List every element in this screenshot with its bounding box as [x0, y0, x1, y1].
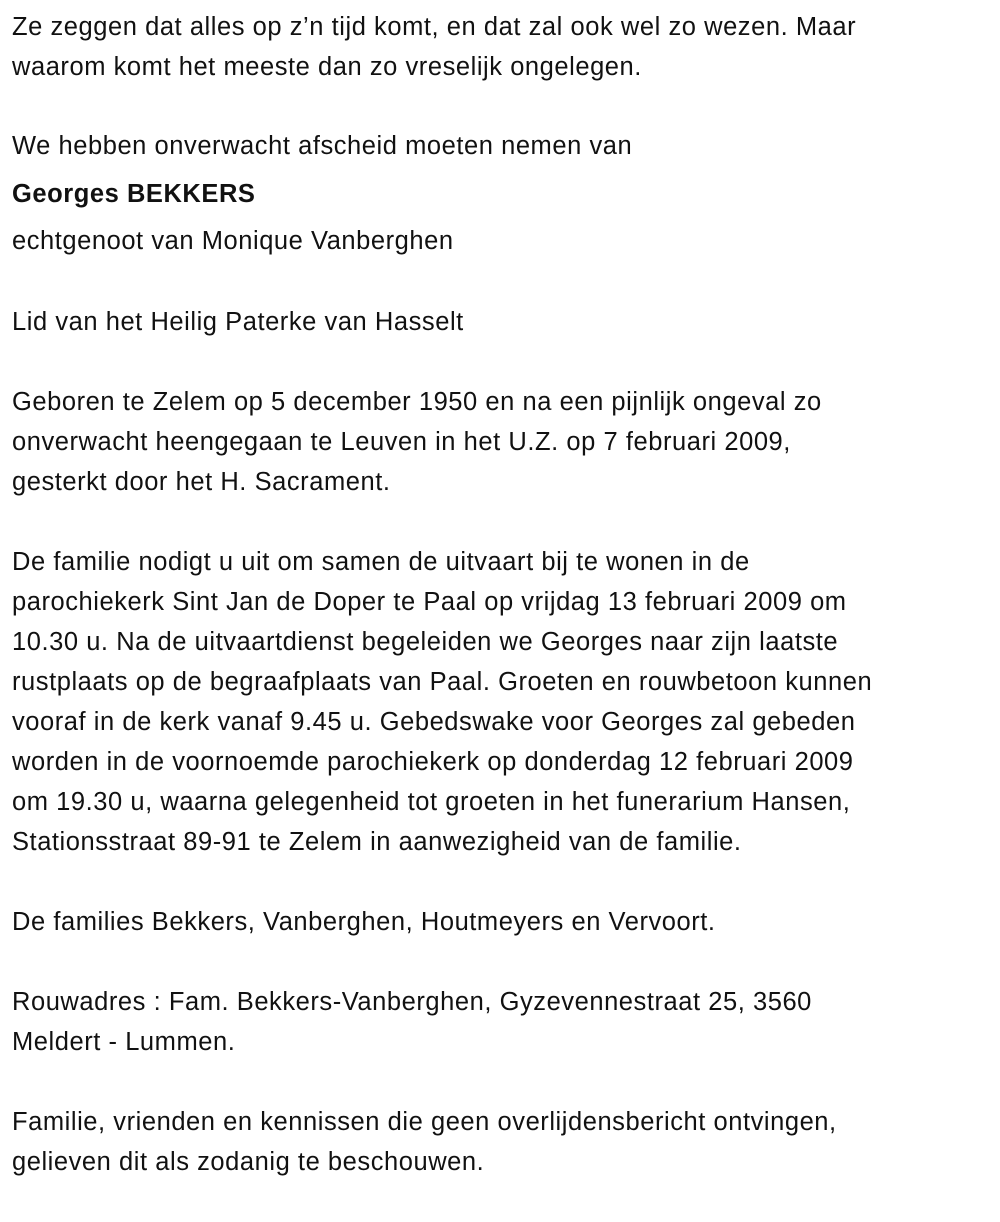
text-line: Stationsstraat 89-91 te Zelem in aanwezigheid van de familie.: [12, 827, 742, 856]
text-line: Lid van het Heilig Paterke van Hasselt: [12, 307, 464, 336]
text-line: waarom komt het meeste dan zo vreselijk ongelegen.: [12, 53, 642, 81]
announcement-lead: We hebben onverwacht afscheid moeten nemen van: [12, 132, 633, 160]
text-line: Ze zeggen dat alles op z’n tijd komt, en dat zal ook wel zo wezen. Maar: [12, 13, 857, 41]
families-paragraph: [12, 902, 1000, 942]
funeral-paragraph: [12, 542, 1000, 862]
text-line: Meldert - Lummen.: [12, 1027, 236, 1056]
text-line: om 19.30 u, waarna gelegenheid tot groeten in het funerarium Hansen,: [12, 787, 851, 816]
birth-death-paragraph: [12, 382, 1000, 502]
text-line: 10.30 u. Na de uitvaartdienst begeleiden we Georges naar zijn laatste: [12, 627, 839, 656]
spouse-line: echtgenoot van Monique Vanberghen: [12, 227, 454, 255]
membership-paragraph: [12, 302, 1000, 342]
text-line: rustplaats op de begraafplaats van Paal. Groeten en rouwbetoon kunnen: [12, 667, 873, 696]
text-line: vooraf in de kerk vanaf 9.45 u. Gebedswake voor Georges zal gebeden: [12, 707, 856, 736]
text-line: onverwacht heengegaan te Leuven in het U.Z. op 7 februari 2009,: [12, 427, 791, 456]
text-line: De families Bekkers, Vanberghen, Houtmeyers en Vervoort.: [12, 907, 716, 936]
address-paragraph: [12, 982, 1000, 1062]
text-line: Familie, vrienden en kennissen die geen overlijdensbericht ontvingen,: [12, 1107, 837, 1136]
text-line: worden in de voornoemde parochiekerk op donderdag 12 februari 2009: [12, 747, 854, 776]
obituary-document: [12, 7, 1000, 1222]
intro-paragraph: [12, 7, 1000, 87]
deceased-name: Georges BEKKERS: [12, 179, 256, 208]
closing-paragraph: [12, 1102, 1000, 1182]
announcement-paragraph: [12, 123, 1000, 266]
text-line: Geboren te Zelem op 5 december 1950 en na een pijnlijk ongeval zo: [12, 387, 822, 416]
text-line: parochiekerk Sint Jan de Doper te Paal op vrijdag 13 februari 2009 om: [12, 587, 847, 616]
text-line: De familie nodigt u uit om samen de uitvaart bij te wonen in de: [12, 547, 750, 576]
text-line: gelieven dit als zodanig te beschouwen.: [12, 1147, 485, 1176]
text-line: gesterkt door het H. Sacrament.: [12, 467, 391, 496]
text-line: Rouwadres : Fam. Bekkers-Vanberghen, Gyzevennestraat 25, 3560: [12, 987, 812, 1016]
